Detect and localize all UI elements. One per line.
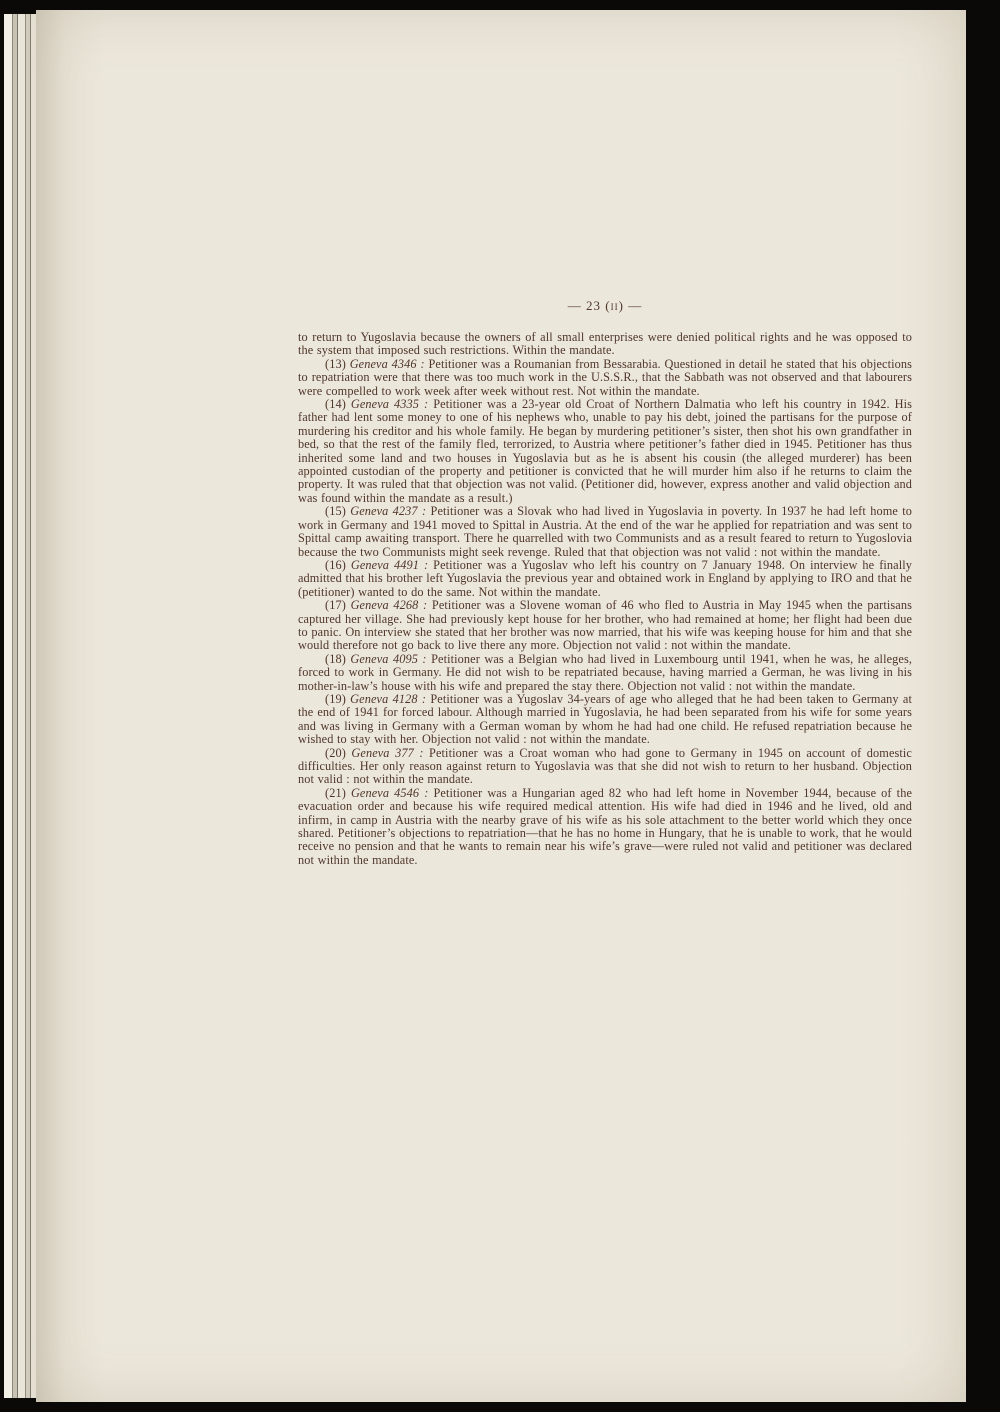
paragraph-number: (15) [325, 504, 351, 519]
paragraph-number: (16) [325, 557, 351, 572]
paragraph-text: to return to Yugoslavia because the owners of all small enterprises were denied political rights and he was opposed to the system that imposed such restrictions. Within the mandate. [298, 330, 912, 358]
document-body [298, 331, 912, 867]
paragraph [298, 693, 912, 747]
case-reference: Geneva 4237 : [350, 504, 431, 519]
paragraph-text: Petitioner was a Roumanian from Bessarabia. Questioned in detail he stated that his objections to repatriation were that there was too much work in the U.S.S.R., that the Sabbath was not observed and that labourers were compelled to work week after week without rest. Not within the mandate. [298, 356, 912, 398]
paragraph [298, 747, 912, 787]
paragraph-number: (21) [325, 785, 351, 800]
paragraph-number: (19) [325, 691, 351, 706]
page-content [298, 298, 912, 867]
case-reference: Geneva 4268 : [350, 598, 432, 613]
paragraph [298, 787, 912, 867]
page-edge-strip [4, 14, 13, 1398]
case-reference: Geneva 377 : [351, 745, 430, 760]
paragraph-text: Petitioner was a 23-year old Croat of Northern Dalmatia who left his country in 1942. His father had lent some money to one of his nephews who, unable to pay his debt, joined the partisans for the purpose of murdering his creditor and his whole family. He began by murdering petitioner’s sister, then shot his own grandfather in bed, so that the rest of the family fled, terrorized, to Austria where petitioner’s father died in 1945. Petitioner has thus inherited some land and two houses in Yugoslavia but as he is absent his cousin (the alleged murderer) has been appointed custodian of the property and petitioner is convicted that he will murder him also if he returns to claim the property. It was ruled that that objection was not valid. (Petitioner did, however, express another and valid objection and was found within the mandate as a result.) [298, 397, 912, 505]
paragraph [298, 559, 912, 599]
paragraph-number: (14) [325, 397, 351, 412]
paragraph-text: Petitioner was a Belgian who had lived in Luxembourg until 1941, when he was, he alleges, forced to work in Germany. He did not wish to be repatriated because, having married a German, he was living in his mother-in-law’s house with his wife and prepared the stay there. Objection not valid : not within the mandate. [298, 651, 913, 693]
paragraph [298, 331, 912, 358]
paragraph [298, 653, 912, 693]
paragraph-text: Petitioner was a Yugoslav who left his country on 7 January 1948. On interview he finally admitted that his brother left Yugoslavia the previous year and obtained work in England by applying to IRO and that he (petitioner) wanted to do the same. Not within the mandate. [298, 557, 913, 599]
paragraph-text: Petitioner was a Yugoslav 34-years of age who alleged that he had been taken to Germany at the end of 1941 for forced labour. Although married in Yugoslavia, he had been separated from his wife for some years and was living in Germany with a German woman by whom he had had one child. He refused repatriation because he wished to stay with her. Objection not valid : not within the mandate. [298, 691, 912, 747]
paragraph-number: (18) [325, 651, 351, 666]
paragraph-number: (20) [325, 745, 352, 760]
paragraph [298, 505, 912, 559]
case-reference: Geneva 4335 : [350, 397, 434, 412]
paragraph-text: Petitioner was a Croat woman who had gone to Germany in 1945 on account of domestic difficulties. Her only reason against return to Yugoslavia was that she did not wish to return to her husband. Objection not valid : not within the mandate. [298, 745, 912, 787]
page-number: — 23 (ii) — [567, 298, 643, 313]
paragraph-text: Petitioner was a Slovene woman of 46 who fled to Austria in May 1945 when the partisans captured her village. She had previously kept house for her brother, who had remained at home; her flight had been due to panic. On interview she stated that her brother was now married, that his wife was keeping house for him and that she would therefore not go back to live there any more. Objection not valid : not within the mandate. [298, 598, 912, 653]
paragraph-number: (17) [325, 598, 351, 613]
book-page-edges [4, 14, 36, 1398]
paragraph-number: (13) [325, 356, 350, 371]
paragraph [298, 599, 912, 653]
paragraph-text: Petitioner was a Slovak who had lived in Yugoslavia in poverty. In 1937 he had left home to work in Germany and 1941 moved to Spittal in Austria. At the end of the war he applied for repatriation and was sent to Spittal camp awaiting transport. There he quarrelled with two Communists and as a result feared to return to Yugoslovia because the two Communists might seek revenge. Ruled that that objection was not valid : not within the mandate. [298, 504, 912, 559]
case-reference: Geneva 4346 : [349, 356, 429, 371]
case-reference: Geneva 4546 : [350, 785, 434, 800]
case-reference: Geneva 4095 : [350, 651, 432, 666]
paragraph-text: Petitioner was a Hungarian aged 82 who had left home in November 1944, because of the evacuation order and because his wife required medical attention. His wife had died in 1946 and he lived, old and infirm, in camp in Austria with the nearby grave of his wife as his sole attachment to the better world which they once shared. Petitioner’s objections to repatriation—that he has no home in Hungary, that he is unable to work, that he would receive no pension and that he wants to remain near his wife’s grave—were ruled not valid and petitioner was declared not within the mandate. [298, 785, 913, 867]
case-reference: Geneva 4491 : [350, 557, 434, 572]
paragraph [298, 398, 912, 505]
case-reference: Geneva 4128 : [350, 691, 431, 706]
paragraph [298, 358, 912, 398]
document-page [36, 10, 966, 1402]
page-edge-strip [18, 14, 26, 1398]
